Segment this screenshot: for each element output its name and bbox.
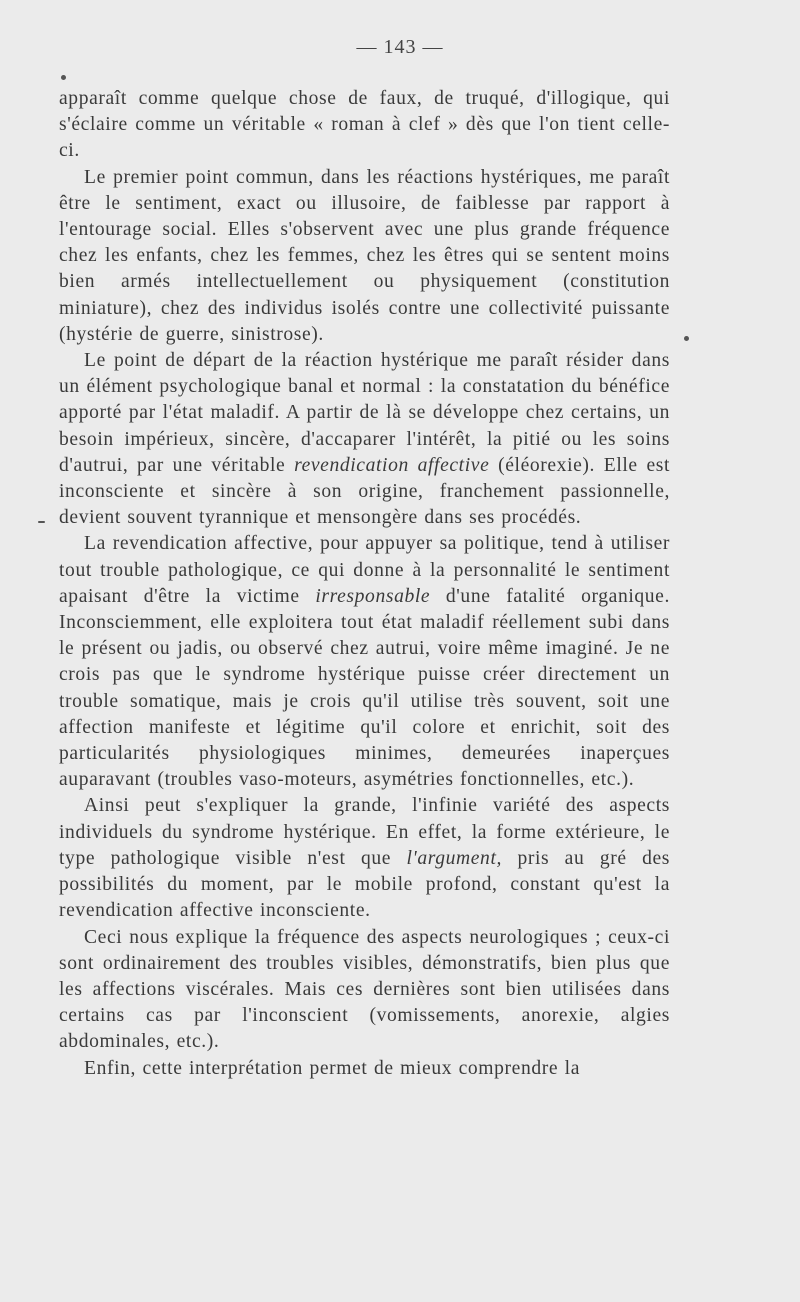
paragraph-text: (éléorexie). Elle est inconsciente et sincère à son origine, franchement passionnelle, devient souvent tyrannique et mensongère dans ses procédés. bbox=[59, 454, 671, 529]
page-number: — 143 — bbox=[356, 36, 444, 58]
paragraph-text: Le premier point commun, dans les réactions hystériques, me paraît être le sentiment, exact ou illusoire, de faiblesse par rapport à l'entourage social. Elles s'observent avec une plus grande fréquence chez les enfants, chez les femmes, chez les êtres qui se sentent moins bien armés intellectuellement ou physiquement (constitution miniature), chez des individus isolés contre une collectivité puissante (hystérie de guerre, sinistrose). bbox=[59, 166, 670, 345]
ink-speck bbox=[61, 75, 66, 80]
ink-speck bbox=[684, 336, 689, 341]
paragraph bbox=[59, 925, 670, 1056]
paragraph-text: apparaît comme quelque chose de faux, de truqué, d'illogique, qui s'éclaire comme un véritable « roman à clef » dès que l'on tient celle-ci. bbox=[59, 88, 670, 162]
paragraph-text: d'une fatalité organique. Inconsciemment, elle exploitera tout état maladif réellement subi dans le présent ou jadis, ou observé chez autrui, voire même imaginé. Je ne crois pas que le syndrome hystérique puisse créer directement un trouble somatique, mais je crois qu'il utilise très souvent, soit une affection manifeste et légitime qu'il colore et enrichit, soit des particularités physiologiques minimes, demeurées inaperçues auparavant (troubles vaso-moteurs, asymétries fonctionnelles, etc.). bbox=[59, 585, 670, 791]
paragraph bbox=[59, 531, 670, 793]
paragraph-text: pris au gré des possibilités du moment, par le mobile profond, constant qu'est la revendication affective inconsciente. bbox=[59, 847, 670, 922]
paragraph bbox=[59, 165, 670, 348]
paragraph bbox=[59, 793, 670, 924]
body-text bbox=[59, 86, 670, 1082]
paragraph-text: Ceci nous explique la fréquence des aspects neurologiques ; ceux-ci sont ordinairement des troubles visibles, démonstratifs, bien plus que les affections viscérales. Mais ces dernières sont bien utilisées dans certains cas par l'inconscient (vomissements, anorexie, algies abdominales, etc.). bbox=[59, 926, 670, 1053]
paragraph-text: La revendication affective, pour appuyer sa politique, tend à utiliser tout trouble pathologique, ce qui donne à la personnalité le sentiment apaisant d'être la victime bbox=[59, 533, 670, 607]
ink-speck bbox=[38, 521, 45, 523]
paragraph-text: Ainsi peut s'expliquer la grande, l'infinie variété des aspects individuels du syndrome hystérique. En effet, la forme extérieure, le type pathologique visible n'est que bbox=[59, 795, 670, 869]
italic-term: irresponsable bbox=[315, 585, 431, 607]
paragraph-text: Le point de départ de la réaction hystérique me paraît résider dans un élément psychologique banal et normal : la constatation du bénéfice apporté par l'état maladif. A partir de là se développe chez certains, un besoin impérieux, sincère, d'accaparer l'intérêt, la pitié ou les soins d'autrui, par une véritable bbox=[59, 350, 670, 476]
paragraph bbox=[59, 348, 670, 531]
italic-term: l'argument, bbox=[406, 847, 502, 869]
paragraph-text: Enfin, cette interprétation permet de mieux comprendre la bbox=[84, 1057, 581, 1079]
paragraph bbox=[59, 1056, 670, 1082]
italic-term: revendication affective bbox=[294, 454, 490, 476]
paragraph bbox=[59, 86, 670, 165]
